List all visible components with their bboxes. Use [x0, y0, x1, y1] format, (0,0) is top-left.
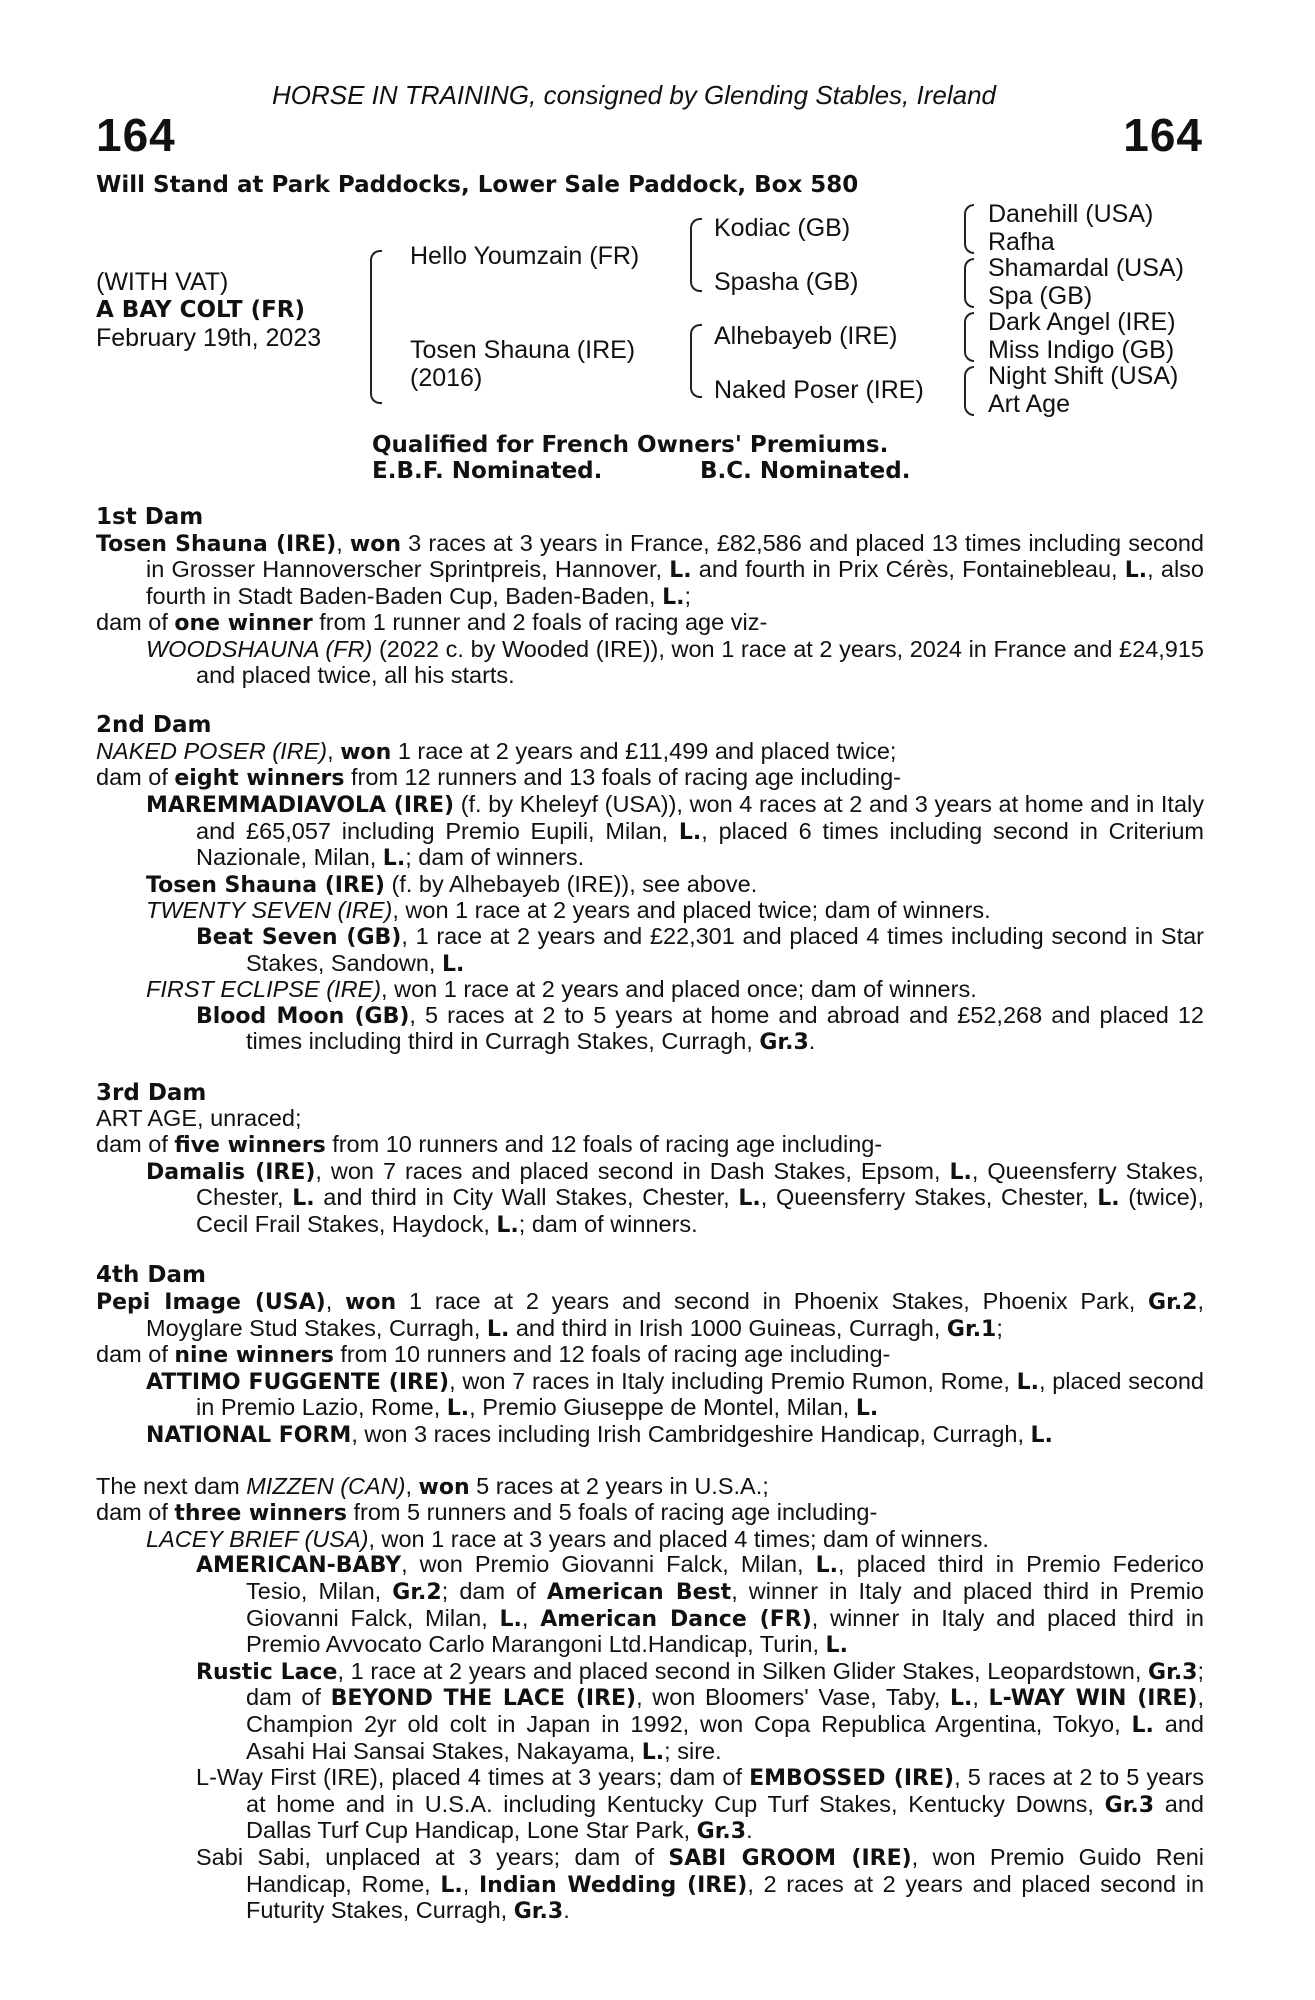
- section-heading: 3rd Dam: [96, 1079, 207, 1106]
- produce-record: MAREMMADIAVOLA (IRE) (f. by Kheleyf (USA)), won 4 races at 2 and 3 years at home and in Italy and £65,057 including Premio Eupili, Milan, L., placed 6 times including second in Criterium Nazionale, Milan, L.; dam of winners.: [146, 790, 1204, 872]
- ancestor-name: Rafha: [988, 228, 1055, 256]
- dam-foal-year: (2016): [410, 364, 483, 392]
- foaling-date: February 19th, 2023: [96, 324, 322, 352]
- pedigree-brace: [964, 258, 974, 308]
- dam-record: Pepi Image (USA), won 1 race at 2 years and second in Phoenix Stakes, Phoenix Park, Gr.2, Moyglare Stud Stakes, Curragh, L. and third in Irish 1000 Guineas, Curragh, Gr.1;: [96, 1288, 1205, 1342]
- produce-record: Rustic Lace, 1 race at 2 years and placed second in Silken Glider Stakes, Leopardstown, Gr.3; dam of BEYOND THE LACE (IRE), won Bloomers' Vase, Taby, L., L-WAY WIN (IRE), Champion 2yr old colt in Japan in 1992, won Copa Republica Argentina, Tokyo, L. and Asahi Hai Sansai Stakes, Nakayama, L.; sire.: [196, 1657, 1205, 1765]
- produce-summary: dam of three winners from 5 runners and 5 foals of racing age including-: [96, 1499, 878, 1527]
- lot-horse-name: A BAY COLT (FR): [96, 297, 306, 323]
- produce-summary: dam of one winner from 1 runner and 2 foals of racing age viz-: [96, 609, 768, 637]
- produce-record: Beat Seven (GB), 1 race at 2 years and £22,301 and placed 4 times including second in Star Stakes, Sandown, L.: [196, 922, 1205, 977]
- pedigree-brace: [690, 218, 702, 292]
- pedigree-brace: [964, 312, 974, 362]
- section-heading: 4th Dam: [96, 1262, 206, 1289]
- lot-number-right: 164: [1123, 109, 1203, 161]
- produce-record: NATIONAL FORM, won 3 races including Irish Cambridgeshire Handicap, Curragh, L.: [146, 1421, 1053, 1448]
- ancestor-name: Dark Angel (IRE): [988, 308, 1176, 336]
- ancestor-name: Miss Indigo (GB): [988, 336, 1175, 364]
- ancestor-name: Art Age: [988, 390, 1070, 418]
- premiums-qualification: Qualified for French Owners' Premiums.: [372, 432, 889, 458]
- produce-record: LACEY BRIEF (USA), won 1 race at 3 years and placed 4 times; dam of winners.: [146, 1525, 989, 1552]
- pedigree-brace: [964, 366, 974, 416]
- produce-record: FIRST ECLIPSE (IRE), won 1 race at 2 years and placed once; dam of winners.: [146, 976, 977, 1003]
- produce-record: Sabi Sabi, unplaced at 3 years; dam of SABI GROOM (IRE), won Premio Guido Reni Handicap, Rome, L., Indian Wedding (IRE), 2 races at 2 years and placed second in Futurity Stakes, Curragh, Gr.3.: [196, 1843, 1205, 1925]
- pedigree-brace: [964, 204, 974, 254]
- section-heading: 2nd Dam: [96, 712, 212, 739]
- pedigree-brace: [370, 250, 382, 404]
- dam-record: ART AGE, unraced;: [96, 1105, 302, 1132]
- ancestor-name: Shamardal (USA): [988, 254, 1184, 282]
- sire-dam-name: Spasha (GB): [714, 268, 859, 296]
- produce-record: AMERICAN-BABY, won Premio Giovanni Falck, Milan, L., placed third in Premio Federico Tesio, Milan, Gr.2; dam of American Best, winner in Italy and placed third in Premio Giovanni Falck, Milan, L., American Dance (FR), winner in Italy and placed third in Premio Avvocato Carlo Marangoni Ltd.Handicap, Turin, L.: [196, 1551, 1205, 1659]
- section-heading: 1st Dam: [96, 504, 204, 530]
- produce-summary: dam of eight winners from 12 runners and 13 foals of racing age including-: [96, 764, 901, 792]
- sire-sire-name: Kodiac (GB): [714, 214, 851, 242]
- ancestor-name: Spa (GB): [988, 282, 1093, 310]
- dam-sire-name: Alhebayeb (IRE): [714, 322, 898, 350]
- produce-record: Damalis (IRE), won 7 races and placed second in Dash Stakes, Epsom, L., Queensferry Stakes, Chester, L. and third in City Wall Stakes, Chester, L., Queensferry Stakes, Chester, L. (twice), Cecil Frail Stakes, Haydock, L.; dam of winners.: [146, 1157, 1205, 1238]
- stand-location: Will Stand at Park Paddocks, Lower Sale Paddock, Box 580: [96, 172, 859, 198]
- catalogue-body: [96, 505, 1204, 1925]
- dam-record: Tosen Shauna (IRE), won 3 races at 3 years in France, £82,586 and placed 13 times including second in Grosser Hannoverscher Sprintpreis, Hannover, L. and fourth in Prix Cérès, Fontainebleau, L., also fourth in Stadt Baden-Baden Cup, Baden-Baden, L.;: [96, 529, 1205, 610]
- dam-record: The next dam MIZZEN (CAN), won 5 races at 2 years in U.S.A.;: [96, 1472, 769, 1500]
- consignment-line: HORSE IN TRAINING, consigned by Glending Stables, Ireland: [272, 80, 996, 110]
- ebf-nomination: E.B.F. Nominated.: [372, 458, 603, 484]
- bc-nomination: B.C. Nominated.: [700, 458, 911, 484]
- produce-summary: dam of nine winners from 10 runners and 12 foals of racing age including-: [96, 1341, 891, 1369]
- produce-record: Blood Moon (GB), 5 races at 2 to 5 years at home and abroad and £52,268 and placed 12 times including third in Curragh Stakes, Curragh, Gr.3.: [196, 1001, 1204, 1056]
- dam-record: NAKED POSER (IRE), won 1 race at 2 years and £11,499 and placed twice;: [96, 737, 897, 765]
- dam-dam-name: Naked Poser (IRE): [714, 376, 924, 404]
- sire-name: Hello Youmzain (FR): [410, 242, 640, 270]
- produce-record: TWENTY SEVEN (IRE), won 1 race at 2 years and placed twice; dam of winners.: [146, 897, 991, 924]
- produce-record: WOODSHAUNA (FR) (2022 c. by Wooded (IRE)), won 1 race at 2 years, 2024 in France and £24,915 and placed twice, all his starts.: [146, 635, 1204, 688]
- ancestor-name: Night Shift (USA): [988, 362, 1179, 390]
- vat-note: (WITH VAT): [96, 268, 229, 296]
- produce-summary: dam of five winners from 10 runners and 12 foals of racing age including-: [96, 1131, 883, 1159]
- ancestor-name: Danehill (USA): [988, 200, 1154, 228]
- produce-record: Tosen Shauna (IRE) (f. by Alhebayeb (IRE)), see above.: [146, 870, 758, 898]
- lot-number-left: 164: [96, 109, 176, 161]
- dam-name: Tosen Shauna (IRE): [410, 336, 636, 364]
- produce-record: L-Way First (IRE), placed 4 times at 3 years; dam of EMBOSSED (IRE), 5 races at 2 to 5 years at home and in U.S.A. including Kentucky Cup Turf Stakes, Kentucky Downs, Gr.3 and Dallas Turf Cup Handicap, Lone Star Park, Gr.3.: [196, 1764, 1204, 1845]
- produce-record: ATTIMO FUGGENTE (IRE), won 7 races in Italy including Premio Rumon, Rome, L., placed second in Premio Lazio, Rome, L., Premio Giuseppe de Montel, Milan, L.: [146, 1367, 1204, 1422]
- pedigree-brace: [690, 324, 702, 398]
